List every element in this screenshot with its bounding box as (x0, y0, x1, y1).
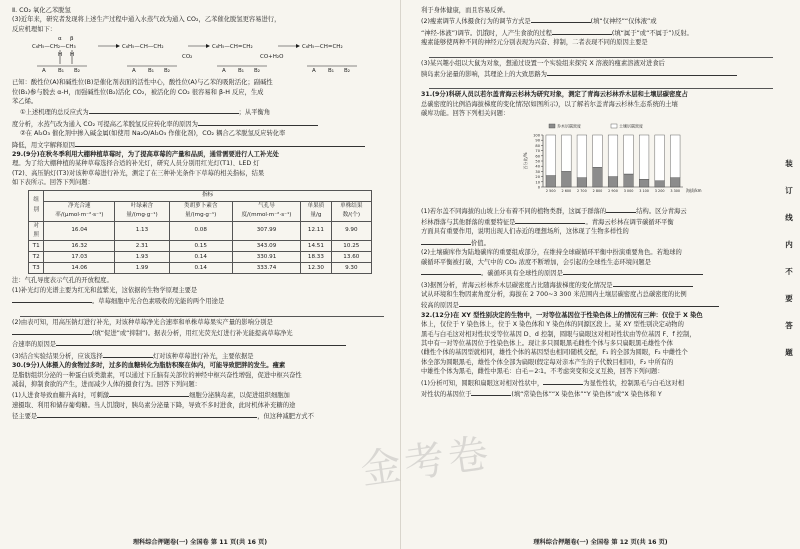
q28-sub1: ①上述机理的总反应式为 ；从平衡角 (12, 106, 384, 117)
table-cell: T3 (29, 263, 44, 274)
watermark: 金考卷 (357, 430, 496, 494)
legend-swatch (611, 124, 617, 128)
byproduct-label: CO+H₂O (260, 54, 284, 61)
x-tick-label: 2 800 (592, 188, 603, 193)
y-tick-label: 10 (535, 179, 540, 184)
site-label: A (132, 68, 136, 75)
y-tick-label: 60 (535, 153, 540, 158)
chem-structure: C₆H₅—CH=CH₂ (212, 44, 253, 51)
site-label: B₂ (344, 68, 350, 75)
y-tick-label: 30 (535, 169, 540, 174)
bar-tree-layer (593, 167, 603, 187)
arrowhead (296, 44, 300, 48)
answer-blank[interactable] (12, 327, 92, 335)
mechanism-note: 已知：酸性位(A)和碱性位(B)是催化剂表面的活性中心，酸性位(A)与乙苯的吸附活化；副碱性 (12, 79, 273, 87)
site-label: B₁ (148, 68, 154, 75)
mechanism-note: 苯乙烯。 (12, 98, 38, 106)
h-label: H (70, 52, 75, 59)
q30-sub3-cont: 胰岛素分泌量的影响，其理论上的大致思路为 (421, 68, 773, 79)
y-tick-label: 0 (537, 185, 540, 190)
q28-sub1-cont: 度分析，水蒸气改为通入 CO₂ 可提高乙苯脱氢反应转化率的原因为 (12, 118, 384, 129)
q32-text: (雌性个体的基因型就相同，雄性个体的基因型也相同)随机交配，F₁ 的全部为圆眼，F₂ 中雌性个 (421, 349, 688, 357)
x-tick-label: 3 000 (623, 188, 634, 193)
q32-text: 体上，仅位于 Y 染色体上，位于 X 染色体和 Y 染色体的同源区段上。某 XY 型性别决定动物的 (421, 321, 684, 329)
table-header-row (29, 190, 372, 201)
q32-text: 中雄性个体为黑毛，雌性中黑毛：白毛＝2∶1。不考虑突变和交叉互换，回答下列问题： (421, 368, 664, 376)
site-label: A (42, 68, 46, 75)
bar-soil-layer (608, 135, 618, 177)
arrowhead (116, 44, 120, 48)
seal-char: 要 (785, 294, 793, 303)
table-row (29, 221, 372, 241)
site-label: B₁ (238, 68, 244, 75)
x-tick-label: 3 200 (654, 188, 665, 193)
legend-swatch (549, 124, 555, 128)
answer-blank[interactable] (109, 389, 189, 397)
q31-sub3-cont: 试从环境和生物因素角度分析，海拔在 2 700~3 300 米范围内土壤层碳密度占总碳密度的比例 (421, 290, 687, 298)
q30-sub2-cont: 瘦素能够使两种不同的神经元分别表现为兴奋、抑制，二者表现不同的原因主要是 (421, 39, 648, 47)
q30-sub2-cont: “神经-体液”)调节。饥饿时，人产生食欲的过程 (填“属于”或“不属于”)反射。 (421, 27, 773, 38)
answer-blank[interactable] (459, 299, 719, 307)
seal-char: 线 (785, 213, 793, 222)
bar-tree-layer (624, 174, 634, 187)
seal-char: 答 (785, 321, 793, 330)
q31-sub3: (3)据图分析，青海云杉林乔木层碳密度占比随海拔梯度的变化情况是 (421, 279, 773, 290)
table-header: 类胡萝卜素含量/(mg·g⁻¹) (169, 201, 232, 221)
bar-soil-layer (639, 135, 649, 179)
q29-title: 29.(9分)在秋冬季利用大棚种植草莓时，为了提高草莓的产量和品质，通常需要进行人工补光处 (12, 151, 279, 159)
answer-line[interactable] (20, 308, 384, 317)
site-label: A (312, 68, 316, 75)
seal-char: 装 (785, 159, 793, 168)
q30-text: 速摄取、利用和储存葡萄糖。当人饥饿时，胰岛素分泌量下降，导致不多时进食，此时机体补充糖的途 (12, 401, 296, 409)
x-axis-label: 海拔/km (686, 187, 702, 193)
q29-sub3: (3)结合实验结果分析，应该选择 灯对该种草莓进行补光，主要依据是 (12, 350, 384, 361)
q32-title: 32.(12分)在 XY 型性别决定的生物中，一对等位基因位于性染色体上的情况有三种：仅位于 X 染色 (421, 311, 703, 319)
y-tick-label: 70 (535, 148, 540, 153)
table-header: 叶绿素含量/(mg·g⁻¹) (115, 201, 169, 221)
y-tick-label: 50 (535, 159, 540, 164)
q31-sub2-cont: 。碳循环具有全球性的原因是 (421, 267, 773, 278)
table-cell: 16.32 (44, 241, 115, 252)
answer-line[interactable] (429, 49, 773, 58)
answer-blank[interactable] (606, 205, 636, 213)
q29-sub1-cont: 。草莓细胞中光合色素吸收的光能的两个用途是 (12, 295, 384, 306)
page-footer: 理科综合押题卷(一) 全国卷 第 12 页(共 16 页) (533, 539, 668, 546)
table-cell: 1.93 (115, 252, 169, 263)
page-footer: 理科综合押题卷(一) 全国卷 第 11 页(共 16 页) (132, 539, 268, 546)
q31-text: 碳库功能。回答下列相关问题： (421, 110, 510, 118)
q30-sub1: (1)人进食导致血糖升高时，可刺激 细胞分泌胰岛素，以促进组织细胞加 (12, 389, 384, 400)
table-header: 单株结果数/(个) (331, 201, 371, 221)
site-label: B₂ (74, 68, 80, 75)
table-row (29, 241, 372, 252)
bar-soil-layer (577, 135, 587, 178)
q30-sub2: (2)瘦素调节人体摄食行为的调节方式是 (填“仅神经”“仅体液”或 (421, 15, 773, 26)
table-cell: 16.04 (44, 221, 115, 241)
legend-label: 乔木层碳密度 (557, 123, 581, 129)
q31-sub1: (1)若尔盖不同海拔的山坡上分布着不同的植物类群，这属于群落的 结构。区分青海云 (421, 205, 773, 216)
bar-tree-layer (577, 177, 587, 186)
q29-sub1: (1)补光灯的光谱主要为红光和蓝紫光，这依据的生物学原理主要是 (12, 286, 198, 294)
table-cell: 对照 (29, 221, 44, 241)
x-tick-label: 2 900 (608, 188, 618, 193)
bar-soil-layer (562, 135, 572, 171)
table-cell: 2.31 (115, 241, 169, 252)
answer-blank[interactable] (547, 68, 737, 76)
answer-line[interactable] (429, 80, 773, 89)
seal-char: 不 (785, 267, 793, 276)
table-header: 组别 (29, 190, 44, 221)
table-cell: 333.74 (232, 263, 300, 274)
table-cell: 0.15 (169, 241, 232, 252)
x-tick-label: 2 700 (577, 188, 587, 193)
seal-char: 题 (785, 348, 793, 357)
q32-sub1-cont: 对性状的基因位于 (填“常染色体”“X 染色体”“Y 染色体”或“X 染色体和 Y (421, 388, 773, 399)
reaction-mechanism-diagram (32, 36, 384, 76)
table-cell: 9.30 (331, 263, 371, 274)
answer-blank[interactable] (421, 267, 481, 275)
answer-blank[interactable] (613, 279, 693, 287)
table-cell: 13.60 (331, 252, 371, 263)
q31-sub1-cont: 杉林群落与其他群落的重要特征是 。青海云杉林在调节碳循环平衡 (421, 216, 773, 227)
q31-sub1-cont: 方面具有重要作用，说明出现人们赤近的理想场所，这体现了生物多样性的 (421, 228, 629, 236)
bar-tree-layer (562, 171, 572, 187)
table-note: 注：气孔导度表示气孔的开放程度。 (12, 277, 113, 285)
site-label: B₁ (58, 68, 64, 75)
x-tick-label: 2 600 (561, 188, 572, 193)
chem-structure: C₆H₅—CH₂—CH₃ (32, 44, 76, 51)
q29-text: 理。为了给大棚种植的某种草莓选择合适的补光灯，研究人员分别用红光灯(T1)、LED 灯 (12, 160, 260, 168)
seal-char: 内 (785, 240, 793, 249)
q31-sub3-cont: 较高的原因是 (421, 299, 773, 310)
answer-blank[interactable] (471, 388, 511, 396)
bar-tree-layer (608, 176, 618, 186)
answer-blank[interactable] (56, 338, 346, 346)
q31-text: 总碳密度的比例沿海拔梯度的变化情况(如图所示)，以了解若尔盖青海云杉林生态系统的土壤 (421, 100, 678, 108)
bar-soil-layer (624, 135, 634, 174)
q30-text: 减弱，抑制食欲的产生，进而减少人体的摄食行为。回答下列问题： (12, 380, 201, 388)
site-label: B₁ (328, 68, 334, 75)
mechanism-note: 位(B₁)参与脱去 α-H，而强碱性位(B₂)活化 CO₂，被活化的 CO₂ 很容易和 β-H 反应，生成 (12, 88, 264, 96)
table-row (29, 252, 372, 263)
q28-sub2: ②在 Al₂O₃ 催化剂中掺入碱金属(如使用 Na₂O/Al₂O₃ 作催化剂)，CO₂ 耦合乙苯脱氢反应转化率 (20, 130, 286, 138)
y-tick-label: 100 (533, 133, 540, 138)
q31-title: 31.(9分)科研人员以若尔盖青海云杉林为研究对象，测定了青海云杉林乔木层和土壤层碳密度占 (421, 91, 688, 99)
answer-blank[interactable] (103, 350, 153, 358)
answer-blank[interactable] (75, 139, 365, 147)
answer-blank[interactable] (37, 410, 257, 418)
q31-sub2-cont: 碳循环平衡被打破，大气中的 CO₂ 浓度不断增加，会引起的全球性生态环境问题是 (421, 258, 651, 266)
table-header: 气孔导度/(mmol·m⁻²·s⁻¹) (232, 201, 300, 221)
table-header: 净光合速率/(μmol·m⁻²·s⁻¹) (44, 201, 115, 221)
x-tick-label: 3 100 (639, 188, 649, 193)
table-group-header: 指标 (44, 190, 372, 201)
x-tick-label: 3 300 (670, 188, 681, 193)
table-cell: 0.08 (169, 221, 232, 241)
q32-sub1: (1)分析可知，圆眼和扁眼这对相对性状中， 为显性性状，控制黑毛与白毛这对相 (421, 377, 773, 388)
y-tick-label: 90 (535, 138, 540, 143)
q29-text: 如下表所示。回答下列问题： (12, 179, 94, 187)
q30-cont: 利于身体健康，而且容易反弹。 (421, 7, 510, 14)
alpha-label: α (58, 36, 62, 43)
q32-text: 黑毛与白毛这对相对性状受等位基因 D、d 控制，圆眼与扁眼这对相对性状由等位基因 F、f 控制， (421, 330, 696, 338)
q32-text: 体全部为圆眼黑毛，雄性个体全部为扁眼(假定每对亲本产生的子代数目相同)，F₂ 中所有的 (421, 358, 674, 366)
site-label: A (222, 68, 226, 75)
table-cell: T1 (29, 241, 44, 252)
bar-soil-layer (593, 135, 603, 167)
table-cell: 0.14 (169, 263, 232, 274)
table-cell: 12.30 (301, 263, 331, 274)
table-cell: 1.99 (115, 263, 169, 274)
bar-soil-layer (546, 135, 556, 176)
table-header-row (29, 201, 372, 221)
y-tick-label: 20 (535, 174, 540, 179)
table-cell: 18.33 (301, 252, 331, 263)
h-label: H (58, 52, 63, 59)
table-cell: 17.03 (44, 252, 115, 263)
q30-title: 30.(9分)人体摄入的食物过多时，过多的血糖转化为脂肪积聚在体内，可能导致肥胖的发生。瘦素 (12, 362, 286, 370)
q29-sub2: (2)由表可知，用高压钠灯进行补光，对该种草莓净光合速率和单株草莓果实产量的影响分别是 (12, 318, 273, 326)
answer-blank[interactable] (563, 267, 703, 275)
chart-svg (521, 121, 711, 203)
q28-part3-text: (3)近年来，研究者发现将上述生产过程中通入水蒸气改为通入 CO₂，乙苯催化脱氢更容易进行， (12, 16, 281, 24)
binding-line-notice (780, 150, 798, 366)
q29-sub2-cont: (填“促进”或“抑制”)。据表分析，用红光荧光灯进行补光能提高草莓净光 (12, 327, 384, 338)
q30-sub3: (3)某兴趣小组以大鼠为对象，想通过设置一个实验组来探究 X 溶液的瘦素溶液对进食后 (421, 59, 665, 67)
q29-sub2-cont2: 合速率的原因是 (12, 338, 384, 349)
section-heading: Ⅱ. CO₂ 氧化乙苯脱氢 (12, 7, 71, 14)
table-cell: 14.06 (44, 263, 115, 274)
y-axis-label: 百分比/% (523, 152, 528, 170)
answer-blank[interactable] (543, 377, 583, 385)
answer-blank[interactable] (198, 118, 318, 126)
bar-tree-layer (546, 175, 556, 186)
chem-structure: C₆H₅—CH—CH₂ (122, 44, 164, 51)
table-cell: 307.99 (232, 221, 300, 241)
table-cell: 12.11 (301, 221, 331, 241)
answer-blank[interactable] (89, 106, 239, 114)
bar-tree-layer (655, 180, 665, 186)
q29-text: (T2)、高压钠灯(T3)对该种草莓进行补光，测定了在三种补光条件下草莓的相关指标，结果 (12, 169, 265, 177)
table-cell: 330.91 (232, 252, 300, 263)
answer-blank[interactable] (515, 216, 585, 224)
bar-soil-layer (670, 135, 680, 178)
y-tick-label: 40 (535, 164, 540, 169)
arrowhead (206, 44, 210, 48)
table-row (29, 263, 372, 274)
right-column (421, 6, 773, 399)
q28-sub2-cont: 降低，用文字解释原因 (12, 139, 384, 150)
q28-mechanism-label: 反应机理如下： (12, 25, 57, 33)
table-cell: 1.13 (115, 221, 169, 241)
beta-label: β (70, 36, 74, 43)
bar-tree-layer (639, 179, 649, 187)
answer-blank[interactable] (531, 15, 591, 23)
table-cell: 0.14 (169, 252, 232, 263)
answer-blank[interactable] (552, 27, 612, 35)
q31-sub2: (2)土壤碳库作为陆地碳库的重要组成部分，在维持全球碳循环平衡中扮演重要角色。若地球的 (421, 249, 682, 257)
table-cell: 9.90 (331, 221, 371, 241)
left-column (12, 6, 384, 422)
table-cell: 10.25 (331, 241, 371, 252)
chem-structure: C₆H₅—CH=CH₂ (302, 44, 343, 51)
carbon-density-chart (521, 121, 711, 203)
answer-blank[interactable] (421, 237, 471, 245)
q30-text: 是脂肪组织分泌的一种蛋白质类激素，可以通过下丘脑有关部位的神经中枢兴奋性增强，促进中枢兴奋性 (12, 371, 302, 379)
site-label: B₂ (254, 68, 260, 75)
answer-blank[interactable] (12, 295, 92, 303)
site-label: B₂ (164, 68, 170, 75)
table-cell: 14.51 (301, 241, 331, 252)
legend-label: 土壤层碳密度 (619, 123, 643, 129)
co2-label: CO₂ (182, 54, 193, 61)
q29-data-table (28, 190, 372, 275)
seal-char: 订 (785, 186, 793, 195)
y-tick-label: 80 (535, 143, 540, 148)
q32-text: 其中有一对等位基因位于性染色体上。现让多只圆眼黑毛雌性个体与多只扁眼黑毛雄性个体 (421, 339, 673, 347)
q31-sub1-cont: 价值。 (421, 237, 773, 248)
bar-soil-layer (655, 135, 665, 181)
bar-tree-layer (670, 177, 680, 186)
table-cell: 343.09 (232, 241, 300, 252)
table-cell: T2 (29, 252, 44, 263)
x-tick-label: 2 500 (545, 188, 556, 193)
mechanism-svg (32, 36, 382, 76)
table-header: 单果质量/g (301, 201, 331, 221)
q30-sub1-cont: 径主要是 ，但这种减肥方式不 (12, 410, 384, 421)
